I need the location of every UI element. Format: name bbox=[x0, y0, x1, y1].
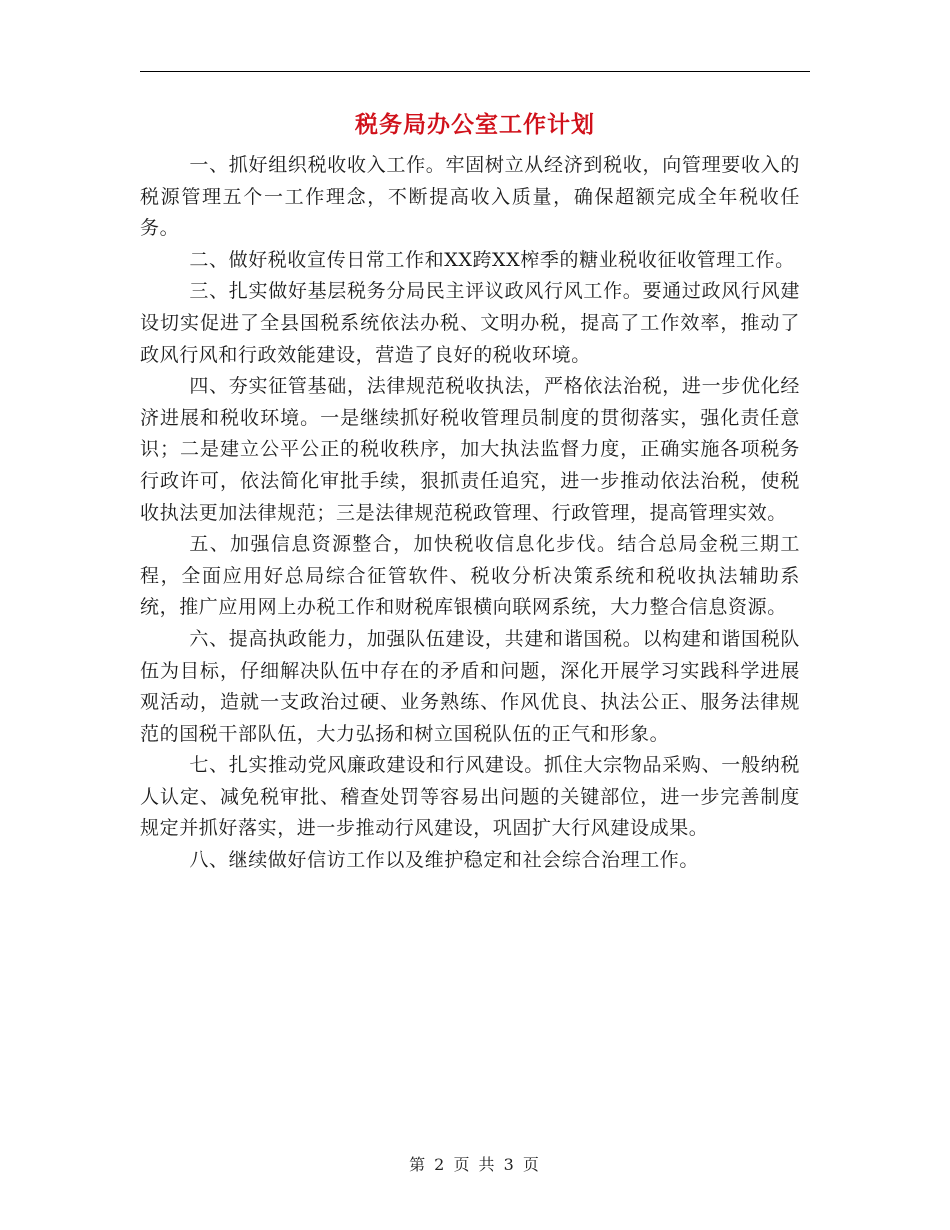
paragraph-4: 四、夯实征管基础，法律规范税收执法，严格依法治税，进一步优化经济进展和税收环境。一是继续抓好税收管理员制度的贯彻落实，强化责任意识；二是建立公平公正的税收秩序，加大执法监督力度，正确实施各项税务行政许可，依法简化审批手续，狠抓责任追究，进一步推动依法治税，使税收执法更加法律规范；三是法律规范税政管理、行政管理，提高管理实效。 bbox=[140, 375, 800, 524]
paragraph-1: 一、抓好组织税收收入工作。牢固树立从经济到税收，向管理要收入的税源管理五个一工作理念，不断提高收入质量，确保超额完成全年税收任务。 bbox=[140, 154, 800, 240]
document-title: 税务局办公室工作计划 bbox=[355, 112, 595, 138]
header-rule bbox=[140, 71, 810, 72]
paragraph-3: 三、扎实做好基层税务分局民主评议政风行风工作。要通过政风行风建设切实促进了全县国税系统依法办税、文明办税，提高了工作效率，推动了政风行风和行政效能建设，营造了良好的税收环境。 bbox=[140, 280, 800, 366]
paragraph-8: 八、继续做好信访工作以及维护稳定和社会综合治理工作。 bbox=[189, 849, 699, 872]
paragraph-2: 二、做好税收宣传日常工作和XX跨XX榨季的糖业税收征收管理工作。 bbox=[189, 248, 795, 271]
page-number-footer: 第 2 页 共 3 页 bbox=[409, 1155, 541, 1174]
document-body bbox=[140, 150, 800, 877]
paragraph-5: 五、加强信息资源整合，加快税收信息化步伐。结合总局金税三期工程，全面应用好总局综合征管软件、税收分析决策系统和税收执法辅助系统，推广应用网上办税工作和财税库银横向联网系统，大力整合信息资源。 bbox=[140, 533, 800, 619]
paragraph-6: 六、提高执政能力，加强队伍建设，共建和谐国税。以构建和谐国税队伍为目标，仔细解决队伍中存在的矛盾和问题，深化开展学习实践科学进展观活动，造就一支政治过硬、业务熟练、作风优良、执法公正、服务法律规范的国税干部队伍，大力弘扬和树立国税队伍的正气和形象。 bbox=[140, 627, 800, 745]
paragraph-7: 七、扎实推动党风廉政建设和行风建设。抓住大宗物品采购、一般纳税人认定、减免税审批、稽查处罚等容易出问题的关键部位，进一步完善制度规定并抓好落实，进一步推动行风建设，巩固扩大行风建设成果。 bbox=[140, 754, 800, 840]
